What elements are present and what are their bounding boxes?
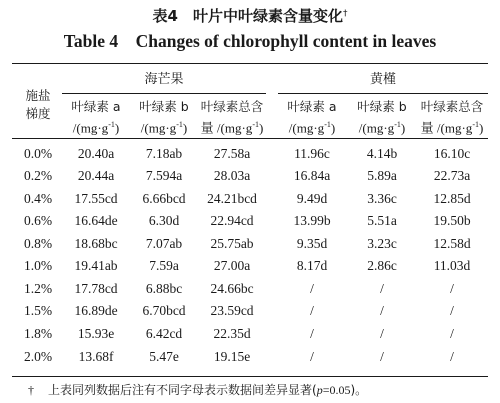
table-cell: 8.17d bbox=[296, 258, 328, 273]
unit-close: ) bbox=[182, 120, 188, 136]
table-cell: 6.70bcd bbox=[142, 303, 186, 318]
table-cell: 7.594a bbox=[145, 168, 183, 183]
column-header-line1: 叶绿素 b bbox=[357, 99, 407, 114]
row-gradient-label: 1.2% bbox=[23, 281, 53, 296]
table-title-english: Table 4 Changes of chlorophyll content in leaves bbox=[63, 31, 437, 51]
table-cell: 18.68bc bbox=[74, 236, 118, 251]
table-cell: 24.66bc bbox=[210, 281, 254, 296]
table-cell: 3.36c bbox=[367, 191, 397, 206]
table-cell: 6.42cd bbox=[145, 326, 183, 341]
table-cell: 6.88bc bbox=[145, 281, 183, 296]
table-cell: 20.44a bbox=[77, 168, 115, 183]
table-cell: 17.78cd bbox=[74, 281, 118, 296]
table-cell: 13.68f bbox=[78, 349, 114, 364]
row-gradient-label: 0.2% bbox=[23, 168, 53, 183]
table-cell: 5.47e bbox=[149, 349, 179, 364]
unit-text: /(mg·g bbox=[288, 120, 325, 136]
table-cell: 27.58a bbox=[213, 146, 251, 161]
column-header-line1: 叶绿素 a bbox=[287, 99, 337, 114]
row-gradient-label: 2.0% bbox=[23, 349, 53, 364]
footnote-p: p bbox=[316, 383, 323, 397]
unit-close: ) bbox=[258, 120, 264, 136]
table-cell: 16.84a bbox=[293, 168, 331, 183]
table-cell: 22.35d bbox=[213, 326, 251, 341]
unit-text: /(mg·g bbox=[72, 120, 109, 136]
table-title-chinese bbox=[0, 6, 500, 26]
column-header-unit bbox=[411, 116, 493, 137]
column-header bbox=[411, 98, 493, 137]
table-cell: / bbox=[310, 326, 314, 341]
unit-exponent: -1 bbox=[472, 120, 479, 129]
footnote-text: 上表同列数据后注有不同字母表示数据间差异显著( bbox=[48, 383, 317, 397]
row-header-line1: 施盐 bbox=[25, 88, 51, 103]
bottom-rule bbox=[12, 376, 488, 377]
table-cell: 19.15e bbox=[213, 349, 251, 364]
unit-close: ) bbox=[114, 120, 120, 136]
unit-close: ) bbox=[400, 120, 406, 136]
unit-exponent: -1 bbox=[394, 120, 401, 129]
table-cell: 17.55cd bbox=[74, 191, 118, 206]
table-cell: 6.30d bbox=[148, 213, 180, 228]
table-cell: 28.03a bbox=[213, 168, 251, 183]
title-cn-text: 表4 叶片中叶绿素含量变化 bbox=[152, 7, 343, 25]
column-header-line1: 叶绿素总含 bbox=[200, 99, 264, 114]
table-cell: 12.85d bbox=[433, 191, 471, 206]
row-gradient-label: 1.8% bbox=[23, 326, 53, 341]
row-gradient-label: 1.0% bbox=[23, 258, 53, 273]
table-cell: 12.58d bbox=[433, 236, 471, 251]
table-cell: 16.10c bbox=[433, 146, 471, 161]
table-cell: 7.18ab bbox=[145, 146, 183, 161]
row-gradient-label: 1.5% bbox=[23, 303, 53, 318]
table-cell: 15.93e bbox=[77, 326, 115, 341]
table-cell: 19.41ab bbox=[74, 258, 118, 273]
column-header bbox=[191, 98, 273, 137]
table-cell: 27.00a bbox=[213, 258, 251, 273]
table-cell: / bbox=[310, 281, 314, 296]
table-cell: 2.86c bbox=[367, 258, 397, 273]
top-rule bbox=[12, 63, 488, 64]
footnote-dagger: † bbox=[28, 383, 34, 397]
unit-exponent: -1 bbox=[252, 120, 259, 129]
table-cell: / bbox=[380, 349, 384, 364]
table-cell: 25.75ab bbox=[210, 236, 254, 251]
table-cell: 24.21bcd bbox=[207, 191, 257, 206]
group-header-huang-jin: 黄槿 bbox=[369, 72, 396, 87]
unit-text: /(mg·g bbox=[358, 120, 395, 136]
table-cell: / bbox=[380, 303, 384, 318]
unit-text: /(mg·g bbox=[140, 120, 177, 136]
footnote bbox=[28, 382, 367, 398]
table-cell: 11.03d bbox=[433, 258, 471, 273]
table-cell: 22.73a bbox=[433, 168, 471, 183]
unit-exponent: -1 bbox=[108, 120, 115, 129]
row-gradient-label: 0.6% bbox=[23, 213, 53, 228]
unit-text: 量 /(mg·g bbox=[420, 120, 473, 136]
group-underline-2 bbox=[278, 93, 488, 94]
column-header-line1: 叶绿素 a bbox=[71, 99, 121, 114]
row-gradient-label: 0.4% bbox=[23, 191, 53, 206]
table-cell: 9.35d bbox=[296, 236, 328, 251]
table-cell: 4.14b bbox=[366, 146, 398, 161]
footnote-value: =0.05 bbox=[322, 383, 351, 397]
table-cell: / bbox=[450, 349, 454, 364]
table-cell: / bbox=[310, 349, 314, 364]
table-cell: / bbox=[450, 281, 454, 296]
table-cell: 6.66bcd bbox=[142, 191, 186, 206]
table-cell: 11.96c bbox=[294, 146, 330, 161]
row-gradient-label: 0.0% bbox=[23, 146, 53, 161]
table-cell: 23.59cd bbox=[210, 303, 254, 318]
table-cell: / bbox=[450, 303, 454, 318]
unit-close: ) bbox=[478, 120, 484, 136]
unit-exponent: -1 bbox=[176, 120, 183, 129]
row-header-line2: 梯度 bbox=[25, 106, 51, 121]
table-cell: 16.89de bbox=[74, 303, 118, 318]
table-cell: 13.99b bbox=[293, 213, 331, 228]
table-cell: 9.49d bbox=[296, 191, 328, 206]
row-gradient-label: 0.8% bbox=[23, 236, 53, 251]
table-cell: / bbox=[310, 303, 314, 318]
column-header-line1: 叶绿素总含 bbox=[420, 99, 484, 114]
unit-exponent: -1 bbox=[324, 120, 331, 129]
group-underline-1 bbox=[62, 93, 266, 94]
unit-close: ) bbox=[330, 120, 336, 136]
table-cell: 5.51a bbox=[367, 213, 397, 228]
column-header-unit bbox=[191, 116, 273, 137]
table-cell: / bbox=[380, 326, 384, 341]
table-cell: 19.50b bbox=[433, 213, 471, 228]
table-cell: 7.59a bbox=[149, 258, 179, 273]
table-cell: 3.23c bbox=[367, 236, 397, 251]
unit-text: 量 /(mg·g bbox=[200, 120, 253, 136]
footnote-close: )。 bbox=[350, 383, 368, 397]
table-cell: 7.07ab bbox=[145, 236, 183, 251]
table-cell: / bbox=[380, 281, 384, 296]
group-header-hai-mang-guo: 海芒果 bbox=[144, 72, 184, 87]
table-cell: 20.40a bbox=[77, 146, 115, 161]
table-cell: 5.89a bbox=[367, 168, 397, 183]
table-cell: 16.64de bbox=[74, 213, 118, 228]
table-cell: 22.94cd bbox=[210, 213, 254, 228]
table-cell: / bbox=[450, 326, 454, 341]
column-header-line1: 叶绿素 b bbox=[139, 99, 189, 114]
header-rule bbox=[12, 138, 488, 139]
title-dagger-mark: † bbox=[342, 9, 348, 19]
